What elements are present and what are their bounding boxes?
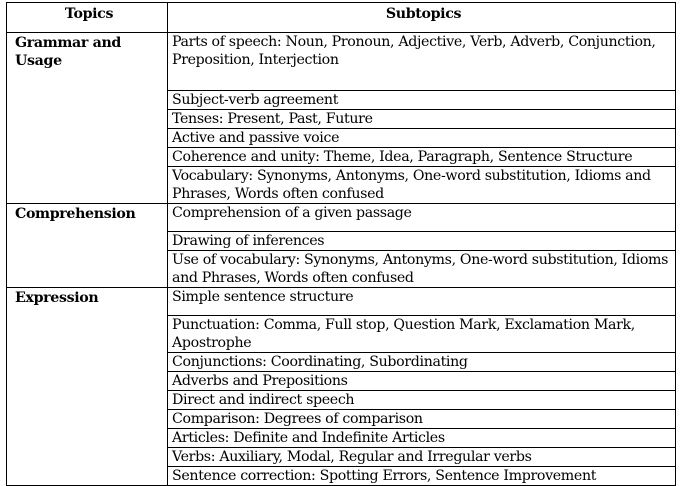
subtopic-cell: Punctuation: Comma, Full stop, Question Mark, Exclamation Mark, Apostrophe: [168, 316, 676, 353]
subtopic-cell: Direct and indirect speech: [168, 391, 676, 410]
subtopic-cell: Comparison: Degrees of comparison: [168, 410, 676, 429]
header-topics: Topics: [7, 3, 168, 33]
subtopic-cell: Comprehension of a given passage: [168, 204, 676, 232]
subtopic-cell: Adverbs and Prepositions: [168, 372, 676, 391]
subtopic-cell: Parts of speech: Noun, Pronoun, Adjective, Verb, Adverb, Conjunction, Preposition, Interjection: [168, 33, 676, 91]
table-row: [7, 288, 676, 316]
subtopic-cell: Active and passive voice: [168, 129, 676, 148]
subtopic-cell: Articles: Definite and Indefinite Articles: [168, 429, 676, 448]
subtopic-cell: Subject-verb agreement: [168, 91, 676, 110]
subtopic-cell: Simple sentence structure: [168, 288, 676, 316]
table-row: [7, 204, 676, 232]
subtopic-cell: Coherence and unity: Theme, Idea, Paragraph, Sentence Structure: [168, 148, 676, 167]
topic-cell: Grammar and Usage: [7, 33, 168, 204]
table-row: [7, 33, 676, 91]
subtopic-cell: Drawing of inferences: [168, 232, 676, 251]
subtopic-cell: Verbs: Auxiliary, Modal, Regular and Irregular verbs: [168, 448, 676, 467]
subtopic-cell: Sentence correction: Spotting Errors, Sentence Improvement: [168, 467, 676, 486]
topic-cell: Expression: [7, 288, 168, 486]
subtopic-cell: Tenses: Present, Past, Future: [168, 110, 676, 129]
topic-cell: Comprehension: [7, 204, 168, 288]
subtopic-cell: Conjunctions: Coordinating, Subordinating: [168, 353, 676, 372]
syllabus-table: [6, 2, 676, 486]
subtopic-cell: Vocabulary: Synonyms, Antonyms, One-word substitution, Idioms and Phrases, Words often confused: [168, 167, 676, 204]
header-row: [7, 3, 676, 33]
subtopic-cell: Use of vocabulary: Synonyms, Antonyms, One-word substitution, Idioms and Phrases, Words often confused: [168, 251, 676, 288]
header-subtopics: Subtopics: [168, 3, 676, 33]
